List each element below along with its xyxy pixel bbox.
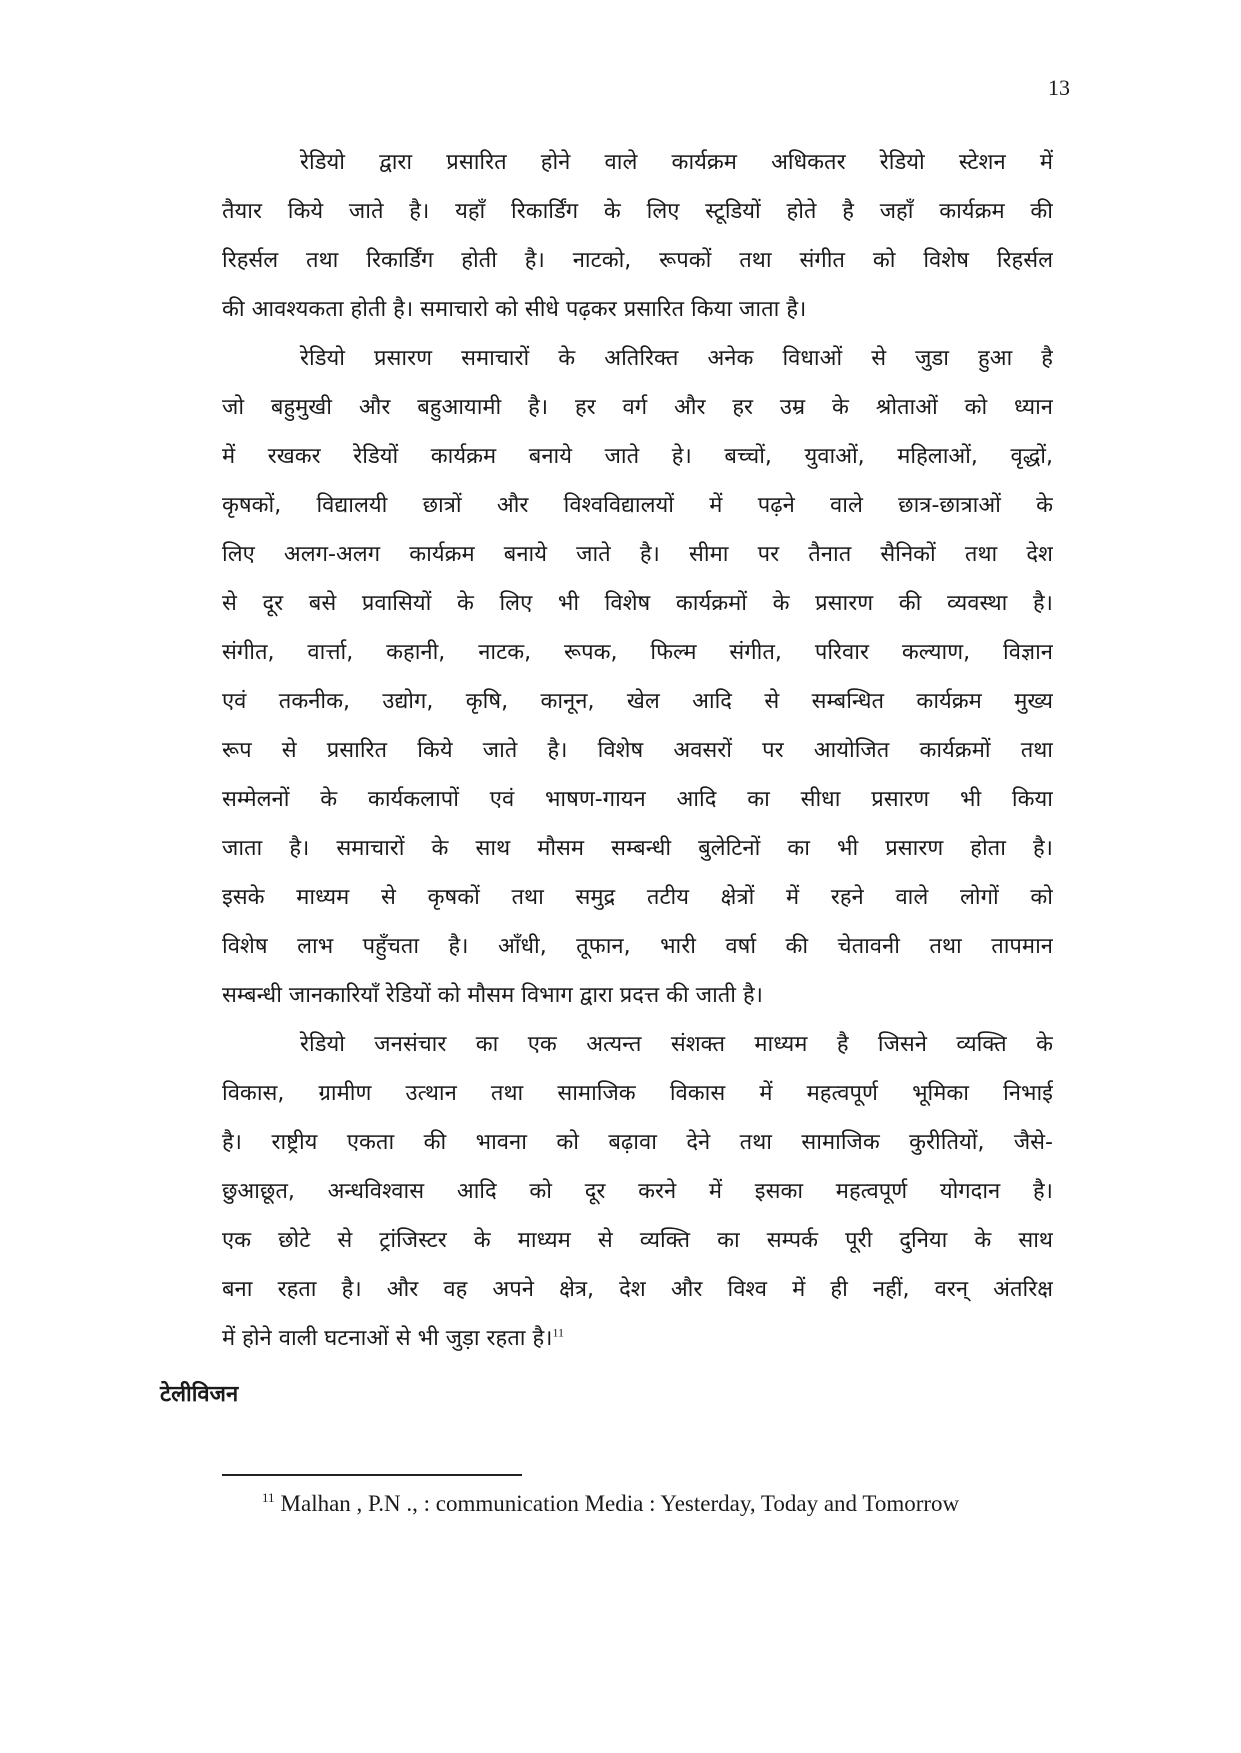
footnote-number: 11 [262,1490,275,1506]
footnote-reference[interactable]: 11 [552,1325,565,1340]
text-line: रेडियो प्रसारण समाचारों के अतिरिक्त अनेक विधाओं से जुडा हुआ है [300,346,1053,371]
text-line: एवं तकनीक, उद्योग, कृषि, कानून, खेल आदि से सम्बन्धित कार्यक्रम मुख्य [222,689,1053,714]
text-line: सम्मेलनों के कार्यकलापों एवं भाषण-गायन आदि का सीधा प्रसारण भी किया [222,787,1053,812]
text-line: विकास, ग्रामीण उत्थान तथा सामाजिक विकास में महत्वपूर्ण भूमिका निभाई [222,1081,1053,1106]
body-text [222,145,1053,1370]
text-line: रिहर्सल तथा रिकार्डिंग होती है। नाटको, रूपकों तथा संगीत को विशेष रिहर्सल [222,248,1053,273]
text-line: कृषकों, विद्यालयी छात्रों और विश्वविद्यालयों में पढ़ने वाले छात्र-छात्राओं के [222,493,1053,518]
text-line: एक छोटे से ट्रांजिस्टर के माध्यम से व्यक्ति का सम्पर्क पूरी दुनिया के साथ [222,1228,1053,1253]
footnote [262,1490,1022,1517]
text-line: लिए अलग-अलग कार्यक्रम बनाये जाते है। सीमा पर तैनात सैनिकों तथा देश [222,542,1053,567]
text-line: से दूर बसे प्रवासियों के लिए भी विशेष कार्यक्रमों के प्रसारण की व्यवस्था है। [222,591,1053,616]
text-line: छुआछूत, अन्धविश्वास आदि को दूर करने में इसका महत्वपूर्ण योगदान है। [222,1179,1053,1204]
text-line: है। राष्ट्रीय एकता की भावना को बढ़ावा देने तथा सामाजिक कुरीतियों, जैसे- [222,1130,1053,1155]
text-line-with-footnote [222,1321,1053,1370]
text-line: विशेष लाभ पहुँचता है। ऑंधी, तूफान, भारी वर्षा की चेतावनी तथा तापमान [222,934,1053,959]
section-heading: टेलीविजन [160,1382,239,1407]
text-line: तैयार किये जाते है। यहॉं रिकार्डिंग के लिए स्टूडियों होते है जहॉं कार्यक्रम की [222,199,1053,224]
text-line: रूप से प्रसारित किये जाते है। विशेष अवसरों पर आयोजित कार्यक्रमों तथा [222,738,1053,763]
text-line: रेडियो द्वारा प्रसारित होने वाले कार्यक्रम अधिकतर रेडियो स्टेशन में [300,150,1053,175]
text-line: संगीत, वार्त्ता, कहानी, नाटक, रूपक, फिल्म संगीत, परिवार कल्याण, विज्ञान [222,640,1053,665]
text-line: में रखकर रेडियों कार्यक्रम बनाये जाते हे। बच्चों, युवाओं, महिलाओं, वृद्धों, [222,444,1053,469]
footnote-divider [222,1474,522,1476]
text-line: सम्बन्धी जानकारियॉं रेडियों को मौसम विभाग द्वारा प्रदत्त की जाती है। [222,983,764,1008]
text-line: जाता है। समाचारों के साथ मौसम सम्बन्धी बुलेटिनों का भी प्रसारण होता है। [222,836,1053,861]
footnote-text: Malhan , P.N ., : communication Media : Yesterday, Today and Tomorrow [280,1491,960,1516]
page-number: 13 [1048,75,1070,100]
text-line-content: में होने वाली घटनाओं से भी जुड़ा रहता है। [222,1326,553,1351]
text-line: की आवश्यकता होती है। समाचारो को सीधे पढ़कर प्रसारित किया जाता है। [222,297,807,322]
text-line: रेडियो जनसंचार का एक अत्यन्त संशक्त माध्यम है जिसने व्यक्ति के [300,1032,1053,1057]
text-line: जो बहुमुखी और बहुआयामी है। हर वर्ग और हर उम्र के श्रोताओं को ध्यान [222,395,1053,420]
text-line: बना रहता है। और वह अपने क्षेत्र, देश और विश्व में ही नहीं, वरन् अंतरिक्ष [222,1277,1053,1302]
text-line: इसके माध्यम से कृषकों तथा समुद्र तटीय क्षेत्रों में रहने वाले लोगों को [222,885,1053,910]
